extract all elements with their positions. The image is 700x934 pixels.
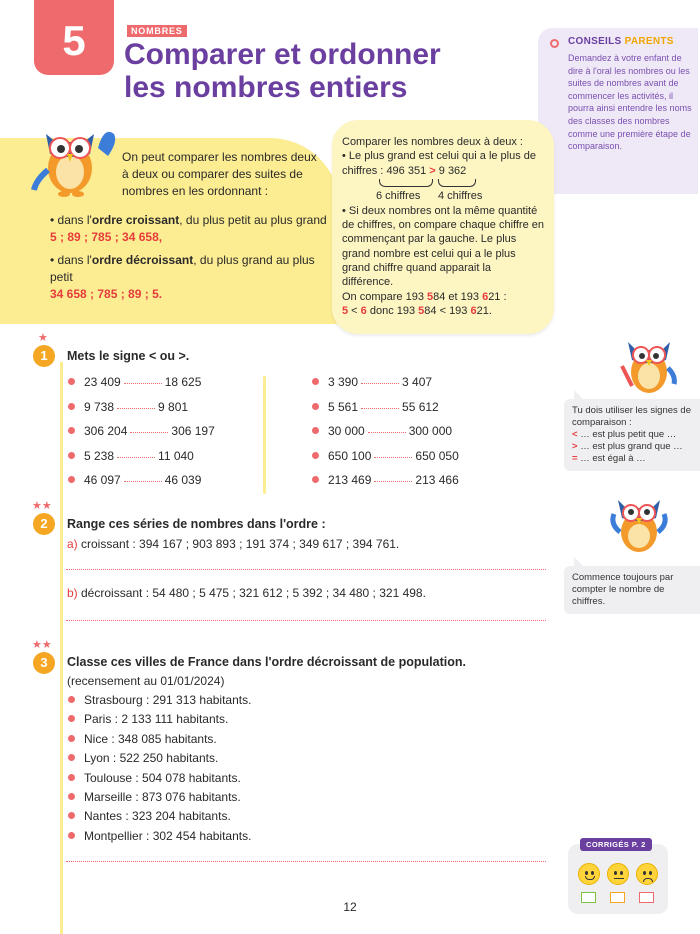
answer-blank[interactable] [374,457,412,458]
title-line-2: les nombres entiers [124,71,408,104]
owl-thinking-icon [602,490,676,556]
answer-blank[interactable] [124,481,162,482]
checkbox-red[interactable] [639,892,654,903]
bullet-icon [68,812,75,819]
digit-count-b: 4 chiffres [438,189,483,202]
exercise-3-number: 3 [33,652,55,674]
digit-count-a: 6 chiffres [376,189,421,202]
sad-face-icon[interactable] [636,863,658,885]
bullet-icon [68,735,75,742]
bullet-icon [312,452,319,459]
difficulty-star-icon: ★ [38,332,48,344]
descending-example: 34 658 ; 785 ; 89 ; 5. [50,287,163,301]
answer-blank[interactable] [361,383,399,384]
compare-rule-2: • Si deux nombres ont la même quantité de chiffres, on compare chaque chiffre en commençant par la gauche. Le plus grand nombre est celui qui a le plus grand chiffre quand apparait la différence. [342,204,544,289]
bullet-icon [68,696,75,703]
exercise-3-title: Classe ces villes de France dans l'ordre décroissant de population. [67,655,466,669]
help-count-digits: Commence toujours par compter le nombre de chiffres. [564,566,700,614]
checkbox-green[interactable] [581,892,596,903]
margin-rule [60,362,63,934]
compare-conclusion: 5 < 6 donc 193 584 < 193 621. [342,304,492,317]
compare-rule-1: • Le plus grand est celui qui a le plus de chiffres : 496 351 > 9 362 [342,150,537,177]
answer-blank[interactable] [368,432,406,433]
comparison-item: 213 469 213 466 [312,472,459,488]
answer-blank[interactable] [130,432,168,433]
exercise-3-subtitle: (recensement au 01/01/2024) [67,674,225,688]
city-item: Toulouse : 504 078 habitants. [68,770,241,786]
answer-blank[interactable] [117,408,155,409]
answer-line-2a[interactable] [66,569,546,570]
neutral-face-icon[interactable] [607,863,629,885]
bullet-icon [68,476,75,483]
city-item: Nantes : 323 204 habitants. [68,808,231,824]
exercise-2-number: 2 [33,513,55,535]
bullet-icon [312,427,319,434]
bullet-icon [312,403,319,410]
exercise-1-number: 1 [33,345,55,367]
comparison-item: 46 097 46 039 [68,472,201,488]
comparison-item: 306 204 306 197 [68,423,215,439]
exercise-2b: b) décroissant : 54 480 ; 5 475 ; 321 612 ; 5 392 ; 34 480 ; 321 498. [67,586,426,600]
difficulty-star-icon: ★★ [32,639,52,651]
owl-mascot-icon [28,120,120,198]
comparison-item: 30 000 300 000 [312,423,452,439]
comparison-item: 9 738 9 801 [68,399,188,415]
parent-tips-panel [538,28,698,194]
exercise-2a: a) croissant : 394 167 ; 903 893 ; 191 374 ; 349 617 ; 394 761. [67,537,400,551]
bullet-icon [68,452,75,459]
comparison-item: 3 390 3 407 [312,374,432,390]
page-title [124,38,524,104]
digit-count-braces [342,178,544,204]
bullet-icon [68,832,75,839]
comparison-item: 650 100 650 050 [312,448,459,464]
rule-descending: • dans l'ordre décroissant, du plus grand au plus petit 34 658 ; 785 ; 89 ; 5. [50,253,315,301]
answer-blank[interactable] [374,481,412,482]
tips-title: CONSEILS PARENTS [568,36,674,47]
comparison-item: 5 561 55 612 [312,399,439,415]
tips-bullet-icon [550,39,559,48]
compare-heading: Comparer les nombres deux à deux : [342,136,523,148]
city-item: Paris : 2 133 111 habitants. [68,711,228,727]
compare-rules-box [332,120,554,334]
bullet-icon [312,476,319,483]
happy-face-icon[interactable] [578,863,600,885]
exercise-1-title: Mets le signe < ou >. [67,349,190,363]
answer-blank[interactable] [361,408,399,409]
city-item: Nice : 348 085 habitants. [68,731,217,747]
bullet-icon [68,403,75,410]
city-item: Montpellier : 302 454 habitants. [68,828,251,844]
city-item: Strasbourg : 291 313 habitants. [68,692,251,708]
column-divider [263,376,266,494]
comparison-item: 23 409 18 625 [68,374,201,390]
bullet-icon [68,715,75,722]
checkbox-orange[interactable] [610,892,625,903]
bullet-icon [68,427,75,434]
lesson-intro: On peut comparer les nombres deux à deux ou comparer des suites de nombres en les ordonnant : [122,150,317,198]
city-item: Marseille : 873 076 habitants. [68,789,241,805]
answer-blank[interactable] [124,383,162,384]
difficulty-star-icon: ★★ [32,500,52,512]
bullet-icon [68,793,75,800]
comparison-item: 5 238 11 040 [68,448,194,464]
owl-pencil-icon [612,332,686,398]
answer-line-2b[interactable] [66,620,546,621]
rule-ascending: • dans l'ordre croissant, du plus petit au plus grand 5 ; 89 ; 785 ; 34 658, [50,213,327,244]
corrections-box [568,840,668,914]
tips-text: Demandez à votre enfant de dire à l'oral les nombres ou les suites de nombres avant de commencer les activités, il pourra ainsi entendre les noms des classes des nombres comme une première étape de comparaison. [568,53,692,152]
page-number: 12 [343,900,357,914]
bullet-icon [312,378,319,385]
exercise-2-title: Range ces séries de nombres dans l'ordre : [67,517,326,531]
compare-example: On compare 193 584 et 193 621 : [342,290,507,303]
bullet-icon [68,378,75,385]
category-tag: NOMBRES [127,25,187,37]
lesson-number-badge: 5 [34,0,114,75]
bullet-icon [68,754,75,761]
title-line-1: Comparer et ordonner [124,38,441,71]
answer-blank[interactable] [117,457,155,458]
help-comparison-signs: Tu dois utiliser les signes de comparaison : < … est plus petit que … > … est plus grand que … = … est égal à … [564,399,700,471]
city-item: Lyon : 522 250 habitants. [68,750,218,766]
lesson-rules [50,212,330,309]
answer-line-3[interactable] [66,861,546,862]
corrections-label: CORRIGÉS P. 2 [580,838,652,851]
bullet-icon [68,774,75,781]
ascending-example: 5 ; 89 ; 785 ; 34 658, [50,230,163,244]
